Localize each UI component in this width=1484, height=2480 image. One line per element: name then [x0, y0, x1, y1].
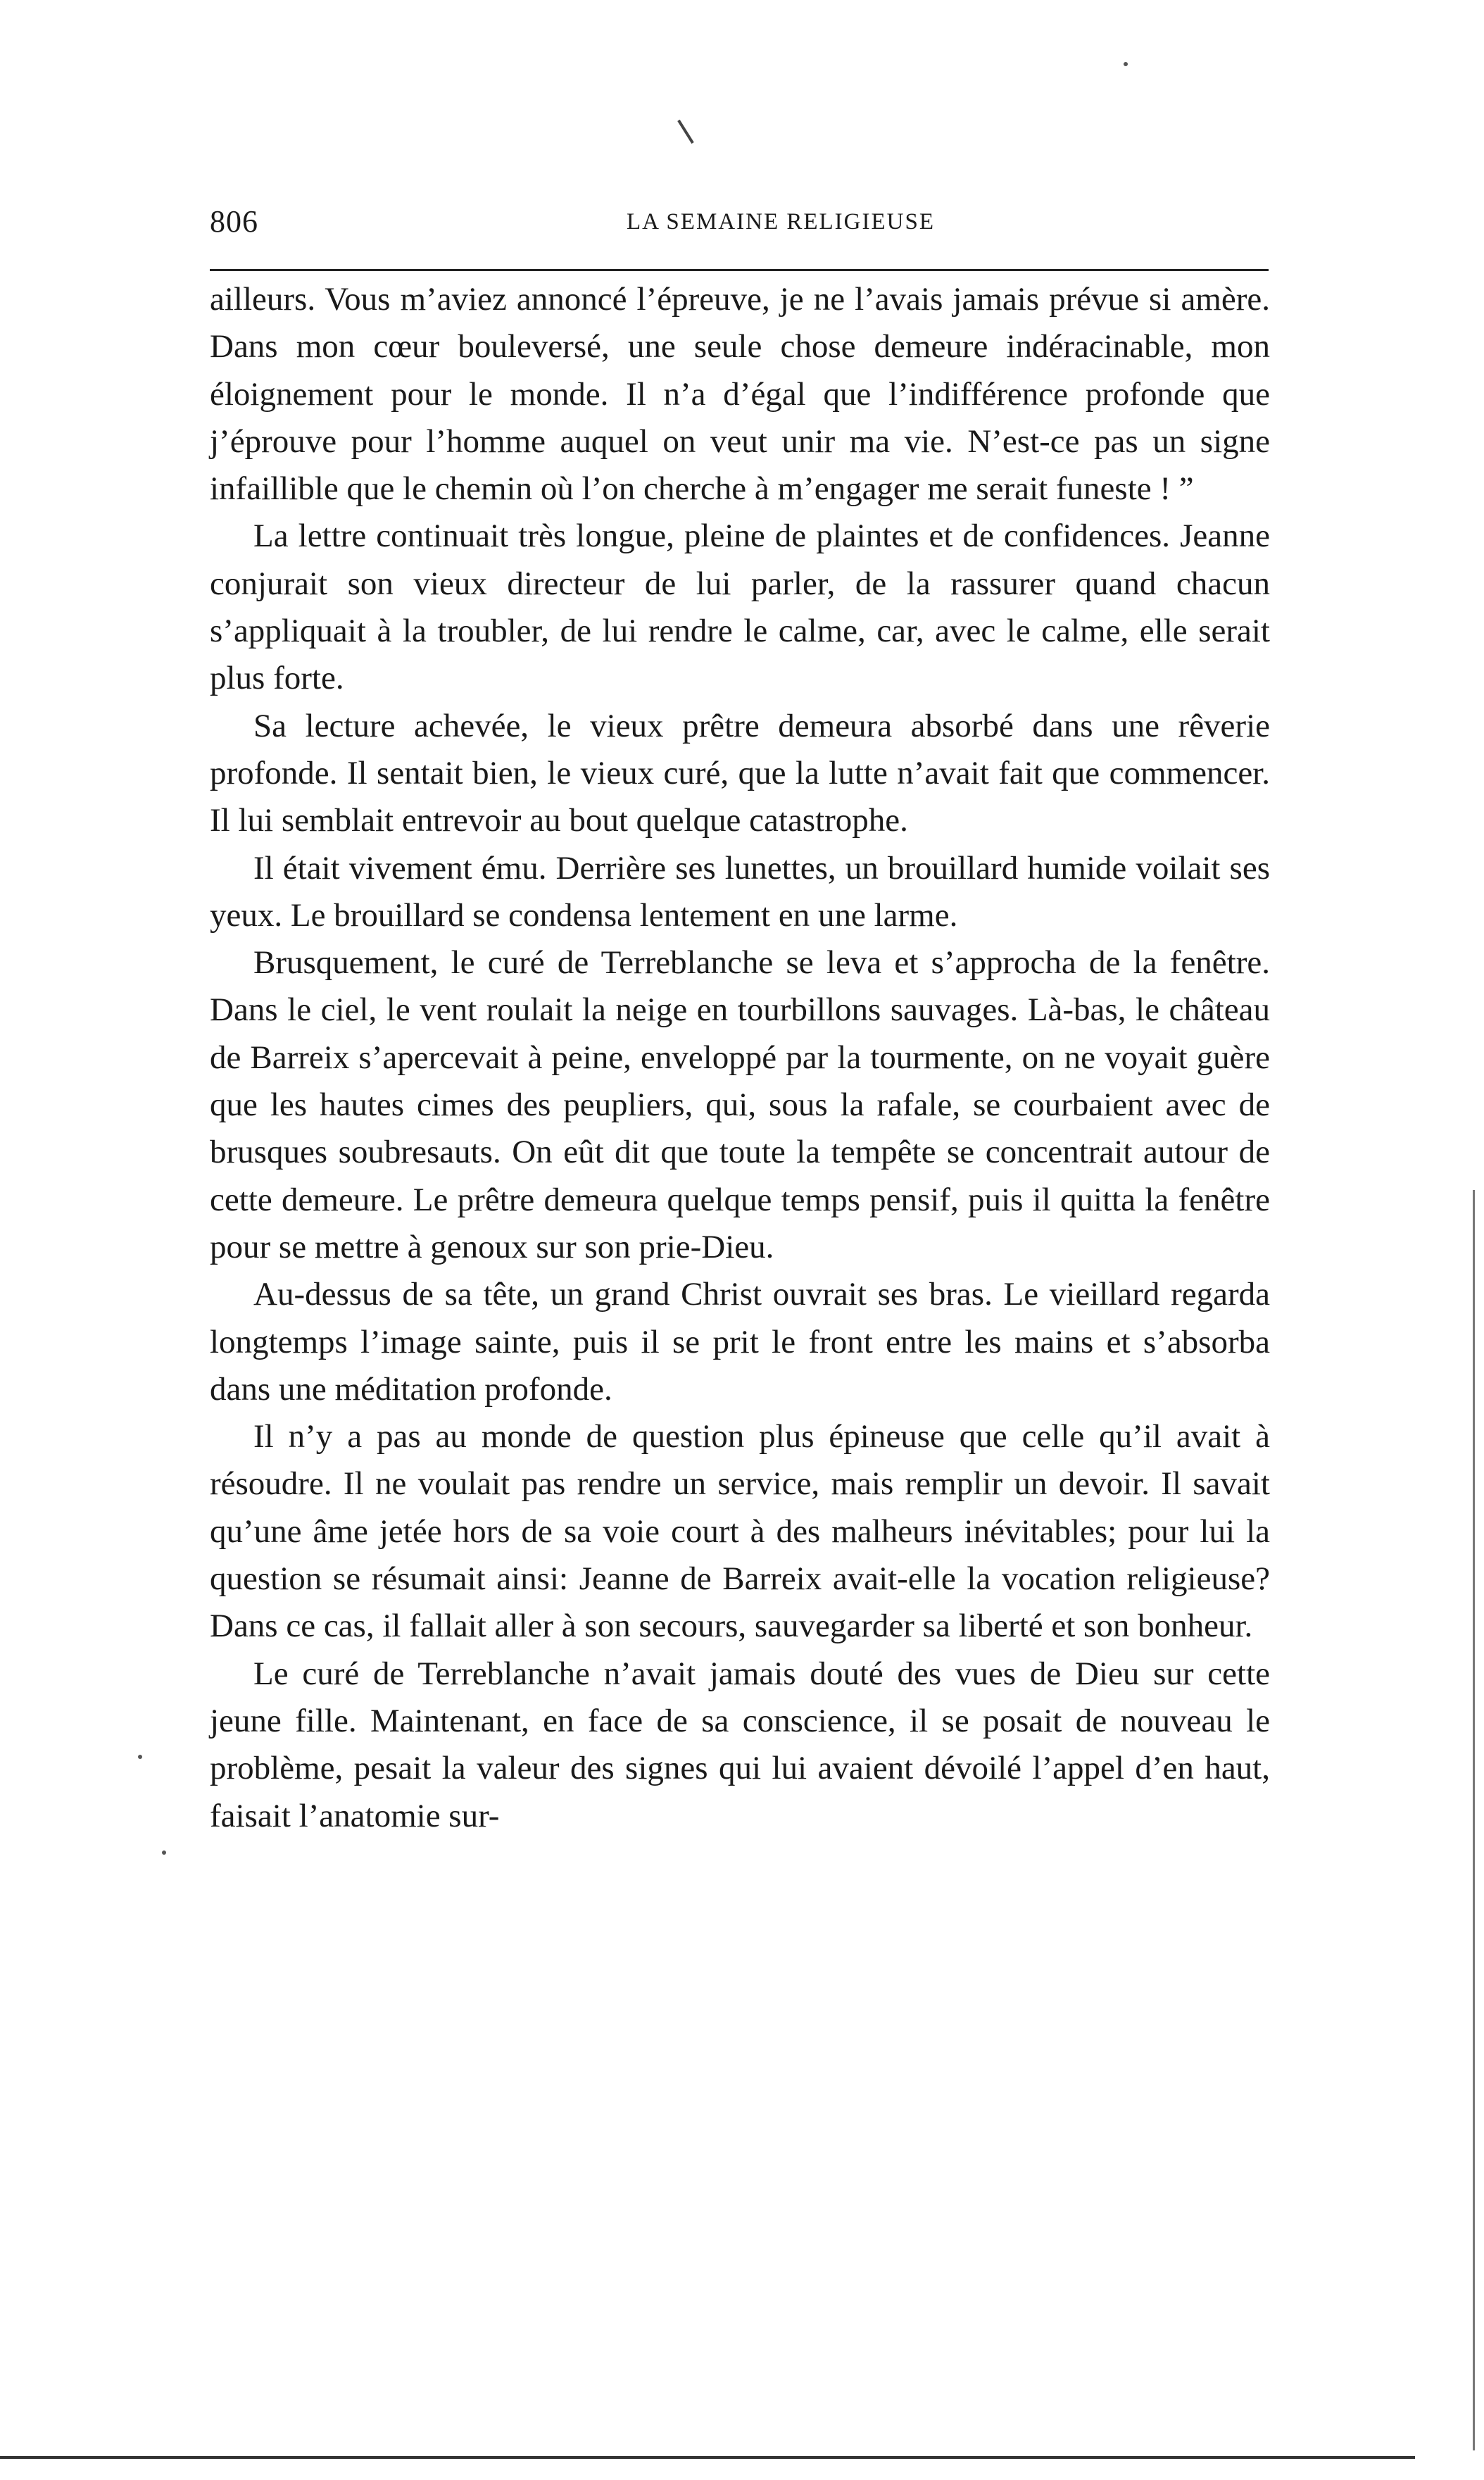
page-number: 806 — [210, 204, 258, 239]
paragraph-7: Il n’y a pas au monde de question plus épineuse que celle qu’il avait à résoudre. Il ne voulait pas rendre un service, mais remplir un devoir. Il savait qu’une âme jetée hors de sa voie court à des malheurs inévitables; pour lui la question se résumait ainsi: Jeanne de Barreix avait-elle la vocation religieuse? Dans ce cas, il fallait aller à son secours, sauvegarder sa liberté et son bonheur. — [210, 1418, 1270, 1645]
paragraph-3: Sa lecture achevée, le vieux prêtre demeura absorbé dans une rêverie profonde. Il sentait bien, le vieux curé, que la lutte n’avait fait que commencer. Il lui semblait entrevoir au bout quelque catastrophe. — [210, 707, 1270, 839]
paragraph-4: Il était vivement ému. Derrière ses lunettes, un brouillard humide voilait ses yeux. Le brouillard se condensa lentement en une larme. — [210, 849, 1270, 934]
running-title: LA SEMAINE RELIGIEUSE — [627, 209, 935, 234]
page-header — [210, 201, 1267, 243]
scan-speck — [162, 1850, 166, 1855]
scan-speck — [1124, 62, 1128, 66]
paragraph-6: Au-dessus de sa tête, un grand Christ ouvrait ses bras. Le vieillard regarda longtemps l’image sainte, puis il se prit le front entre les mains et s’absorba dans une méditation profonde. — [210, 1276, 1270, 1408]
scan-speck — [138, 1755, 142, 1759]
paragraph-8: Le curé de Terreblanche n’avait jamais douté des vues de Dieu sur cette jeune fille. Maintenant, en face de sa conscience, il se posait de nouveau le problème, pesait la valeur des signes qui lui avaient dévoilé l’appel d’en haut, faisait l’anatomie sur- — [210, 1655, 1270, 1834]
bottom-edge-line — [0, 2456, 1415, 2459]
scan-mark — [677, 120, 694, 144]
paragraph-2: La lettre continuait très longue, pleine de plaintes et de confidences. Jeanne conjurait son vieux directeur de lui parler, de la rassurer quand chacun s’appliquait à la troubler, de lui rendre le calme, car, avec le calme, elle serait plus forte. — [210, 518, 1270, 697]
header-divider — [210, 269, 1269, 271]
paragraph-5: Brusquement, le curé de Terreblanche se leva et s’approcha de la fenêtre. Dans le ciel, le vent roulait la neige en tourbillons sauvages. Là-bas, le château de Barreix s’apercevait à peine, enveloppé par la tourmente, on ne voyait guère que les hautes cimes des peupliers, qui, sous la rafale, se courbaient avec de brusques soubresauts. On eût dit que toute la tempête se concentrait autour de cette demeure. Le prêtre demeura quelque temps pensif, puis il quitta la fenêtre pour se mettre à genoux sur son prie-Dieu. — [210, 944, 1270, 1265]
body-text — [210, 276, 1270, 1840]
paragraph-1: ailleurs. Vous m’aviez annoncé l’épreuve, je ne l’avais jamais prévue si amère. Dans mon cœur bouleversé, une seule chose demeure indéracinable, mon éloignement pour le monde. Il n’a d’égal que l’indifférence profonde que j’éprouve pour l’homme auquel on veut unir ma vie. N’est-ce pas un signe infaillible que le chemin où l’on cherche à m’engager me serait funeste ! ” — [210, 281, 1270, 508]
page-edge-line — [1473, 1190, 1475, 2450]
